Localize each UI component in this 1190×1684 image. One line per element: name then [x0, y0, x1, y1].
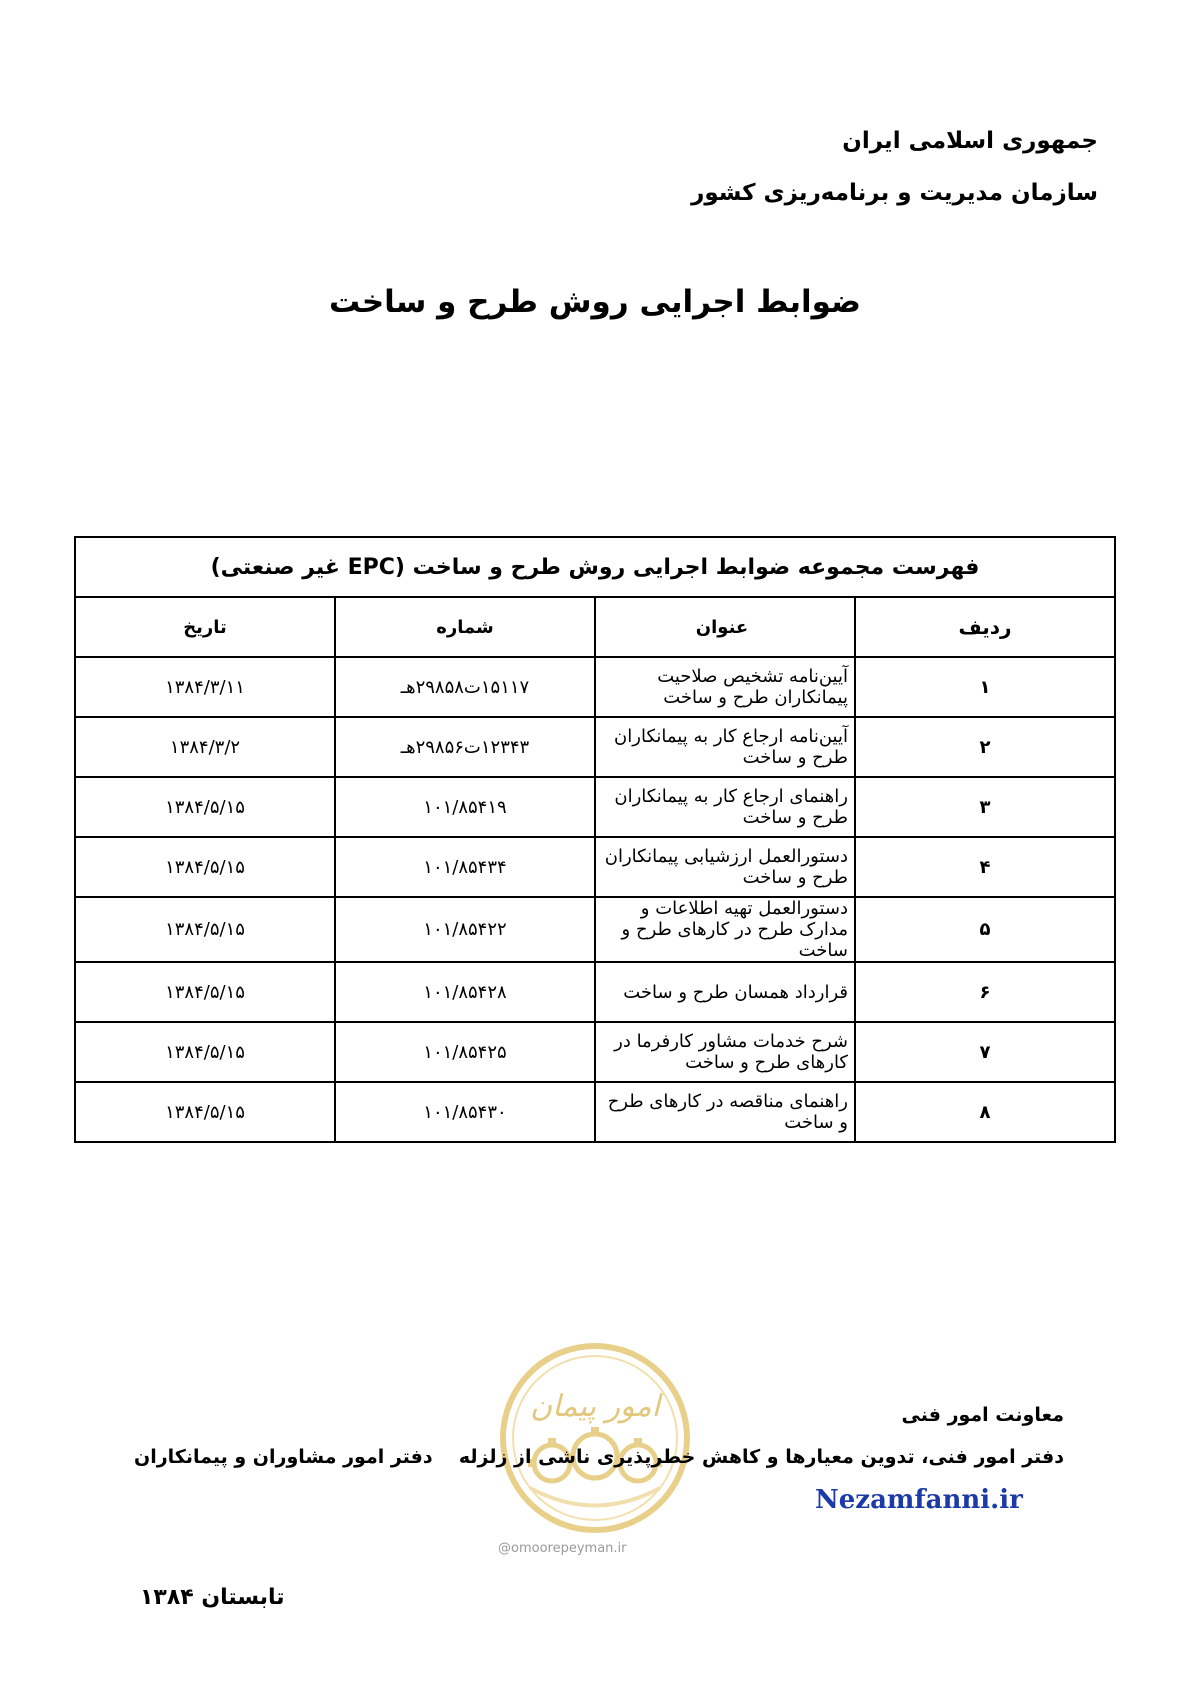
footer-website-link[interactable]: Nezamfanni.ir: [815, 1485, 1023, 1515]
table-header-row: [75, 597, 1115, 657]
row-index: ۳: [855, 777, 1115, 837]
row-title: راهنمای مناقصه در کارهای طرح و ساخت: [595, 1082, 855, 1142]
row-number: ۱۰۱/۸۵۴۲۵: [335, 1022, 595, 1082]
row-title: آیین‌نامه تشخیص صلاحیت پیمانکاران طرح و ساخت: [595, 657, 855, 717]
row-number: ۱۰۱/۸۵۴۱۹: [335, 777, 595, 837]
footer-office-contractors: دفتر امور مشاوران و پیمانکاران: [134, 1446, 433, 1468]
row-index: ۸: [855, 1082, 1115, 1142]
seal-outer-ring: [503, 1346, 687, 1530]
column-header-title: عنوان: [595, 597, 855, 657]
table-caption: فهرست مجموعه ضوابط اجرایی روش طرح و ساخت (EPC غیر صنعتی): [75, 537, 1115, 597]
table-row: [75, 777, 1115, 837]
row-title: راهنمای ارجاع کار به پیمانکاران طرح و ساخت: [595, 777, 855, 837]
row-title: قرارداد همسان طرح و ساخت: [595, 962, 855, 1022]
row-date: ۱۳۸۴/۵/۱۵: [75, 1082, 335, 1142]
watermark-seal-logo: [490, 1338, 700, 1538]
row-index: ۴: [855, 837, 1115, 897]
table-row: [75, 962, 1115, 1022]
row-index: ۵: [855, 897, 1115, 962]
seal-inner-ring: [513, 1356, 677, 1520]
row-index: ۶: [855, 962, 1115, 1022]
row-date: ۱۳۸۴/۵/۱۵: [75, 897, 335, 962]
regulations-table: [74, 536, 1116, 1143]
table-row: [75, 1082, 1115, 1142]
row-title: دستورالعمل تهیه اطلاعات و مدارک طرح در کارهای طرح و ساخت: [595, 897, 855, 962]
row-number: ۱۰۱/۸۵۴۳۴: [335, 837, 595, 897]
seal-caption: @omoorepeyman.ir: [498, 1541, 627, 1556]
table-row: [75, 897, 1115, 962]
row-date: ۱۳۸۴/۵/۱۵: [75, 777, 335, 837]
row-number: ۱۲۳۴۳ت۲۹۸۵۶هـ: [335, 717, 595, 777]
row-title: شرح خدمات مشاور کارفرما در کارهای طرح و ساخت: [595, 1022, 855, 1082]
table-row: [75, 837, 1115, 897]
table-row: [75, 657, 1115, 717]
row-date: ۱۳۸۴/۵/۱۵: [75, 837, 335, 897]
row-title: آیین‌نامه ارجاع کار به پیمانکاران طرح و ساخت: [595, 717, 855, 777]
header-organization: سازمان مدیریت و برنامه‌ریزی کشور: [691, 180, 1098, 206]
row-date: ۱۳۸۴/۳/۱۱: [75, 657, 335, 717]
row-index: ۱: [855, 657, 1115, 717]
footer-season: تابستان ۱۳۸۴: [140, 1585, 285, 1610]
table-row: [75, 717, 1115, 777]
document-title: ضوابط اجرایی روش طرح و ساخت: [329, 284, 861, 320]
row-index: ۷: [855, 1022, 1115, 1082]
row-date: ۱۳۸۴/۳/۲: [75, 717, 335, 777]
row-number: ۱۰۱/۸۵۴۳۰: [335, 1082, 595, 1142]
seal-base-arc: [530, 1488, 660, 1506]
row-date: ۱۳۸۴/۵/۱۵: [75, 962, 335, 1022]
row-number: ۱۰۱/۸۵۴۲۸: [335, 962, 595, 1022]
table-row: [75, 1022, 1115, 1082]
header-country: جمهوری اسلامی ایران: [842, 128, 1098, 154]
footer-deputy: معاونت امور فنی: [901, 1404, 1064, 1426]
column-header-date: تاریخ: [75, 597, 335, 657]
row-number: ۱۰۱/۸۵۴۲۲: [335, 897, 595, 962]
table-caption-row: [75, 537, 1115, 597]
row-title: دستورالعمل ارزشیابی پیمانکاران طرح و ساخت: [595, 837, 855, 897]
column-header-number: شماره: [335, 597, 595, 657]
column-header-index: ردیف: [855, 597, 1115, 657]
row-date: ۱۳۸۴/۵/۱۵: [75, 1022, 335, 1082]
seal-logo-lettering: امور پیمان: [530, 1389, 660, 1424]
footer-office-technical: دفتر امور فنی، تدوین معیارها و کاهش خطرپذیری ناشی از زلزله: [458, 1446, 1064, 1468]
row-index: ۲: [855, 717, 1115, 777]
row-number: ۱۵۱۱۷ت۲۹۸۵۸هـ: [335, 657, 595, 717]
